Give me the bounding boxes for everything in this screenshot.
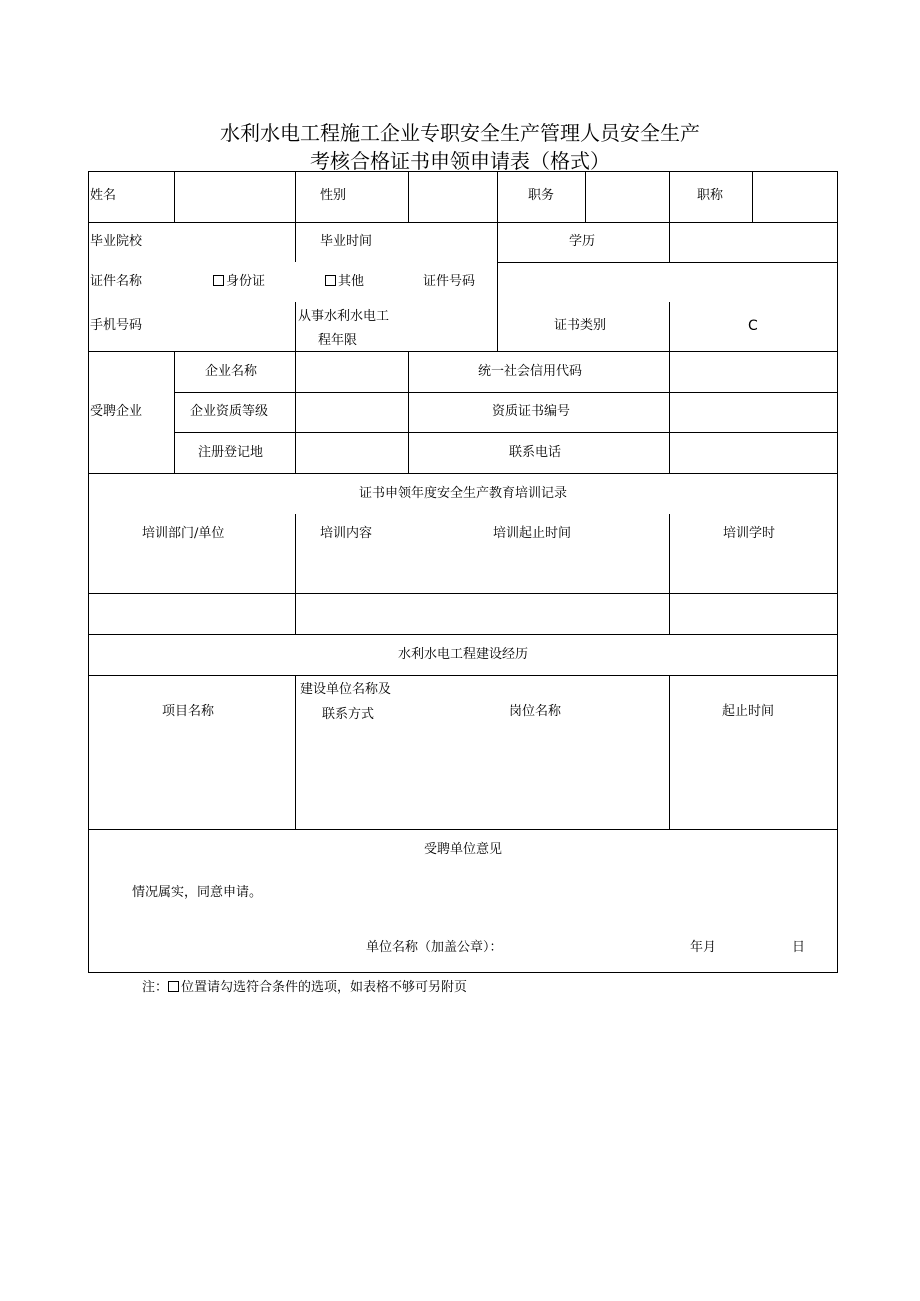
training-heading: 证书申领年度安全生产教育培训记录	[358, 486, 567, 501]
label-builder-line2: 联系方式	[322, 707, 375, 722]
option-id-card[interactable]	[213, 274, 265, 290]
grid-line	[669, 302, 670, 351]
grid-line	[295, 302, 296, 351]
footnote-text: 位置请勾选符合条件的选项，如表格不够可另附页	[181, 980, 468, 995]
label-qualification: 企业资质等级	[190, 404, 269, 419]
label-qual-cert-no: 资质证书编号	[492, 404, 571, 419]
grid-line	[88, 634, 838, 635]
label-years-line1: 从事水利水电工	[298, 309, 390, 324]
label-exp-period: 起止时间	[722, 704, 775, 719]
label-years-line2: 程年限	[318, 333, 358, 348]
grid-line	[295, 171, 296, 262]
experience-heading: 水利水电工程建设经历	[397, 647, 528, 662]
grid-line	[585, 171, 586, 222]
grid-line	[669, 351, 670, 473]
label-training-content: 培训内容	[320, 526, 373, 541]
grid-line	[295, 514, 296, 634]
label-training-hours: 培训学时	[723, 526, 776, 541]
opinion-day: 日	[792, 940, 806, 955]
footnote	[142, 976, 467, 995]
grid-line	[174, 432, 838, 433]
grid-line	[408, 351, 409, 473]
opinion-unit: 单位名称（加盖公章）：	[366, 940, 503, 955]
label-name: 姓名	[90, 188, 117, 203]
label-company-name: 企业名称	[205, 364, 258, 379]
label-post: 岗位名称	[509, 704, 562, 719]
grid-line	[497, 262, 838, 263]
grid-line	[497, 171, 498, 351]
option-other[interactable]	[325, 274, 364, 290]
label-cert-name: 证件名称	[90, 274, 143, 289]
label-builder-line1: 建设单位名称及	[300, 682, 392, 697]
label-gender: 性别	[320, 188, 347, 203]
grid-line	[752, 171, 753, 222]
grid-line	[669, 171, 670, 262]
grid-line	[295, 351, 296, 473]
label-training-dept: 培训部门/单位	[142, 526, 225, 541]
form-title-line1: 水利水电工程施工企业专职安全生产管理人员安全生产	[220, 121, 700, 145]
opinion-heading: 受聘单位意见	[423, 842, 502, 857]
label-project: 项目名称	[162, 704, 215, 719]
grid-line	[88, 222, 838, 223]
label-credit-code: 统一社会信用代码	[478, 364, 583, 379]
grid-line	[88, 351, 838, 352]
footnote-prefix: 注：	[142, 980, 169, 995]
label-cert-category: 证书类别	[554, 318, 607, 333]
grid-line	[669, 514, 670, 634]
grid-line	[408, 171, 409, 222]
label-contact-phone: 联系电话	[509, 445, 562, 460]
checkbox-other[interactable]	[325, 275, 336, 286]
grid-line	[174, 351, 175, 473]
label-reg-place: 注册登记地	[198, 445, 264, 460]
checkbox-sample-icon	[168, 981, 179, 992]
cert-category-value: C	[748, 318, 758, 334]
form-title-line2: 考核合格证书申领申请表（格式）	[310, 149, 610, 173]
grid-line	[88, 829, 838, 830]
label-phone: 手机号码	[90, 318, 143, 333]
checkbox-id-card[interactable]	[213, 275, 224, 286]
label-training-period: 培训起止时间	[493, 526, 572, 541]
label-cert-no: 证件号码	[423, 274, 476, 289]
grid-line	[88, 593, 838, 594]
grid-line	[88, 675, 838, 676]
label-position: 职务	[528, 188, 555, 203]
grid-line	[88, 473, 838, 474]
label-title: 职称	[697, 188, 724, 203]
label-school: 毕业院校	[90, 234, 143, 249]
label-employer: 受聘企业	[90, 404, 143, 419]
opinion-year-month: 年月	[690, 940, 717, 955]
opinion-text: 情况属实，同意申请。	[132, 885, 263, 900]
grid-line	[669, 675, 670, 829]
grid-line	[174, 171, 175, 222]
label-grad-time: 毕业时间	[320, 234, 373, 249]
option-other-label: 其他	[338, 274, 365, 289]
label-education: 学历	[569, 234, 596, 249]
grid-line	[174, 392, 838, 393]
grid-line	[295, 675, 296, 829]
option-id-card-label: 身份证	[226, 274, 266, 289]
